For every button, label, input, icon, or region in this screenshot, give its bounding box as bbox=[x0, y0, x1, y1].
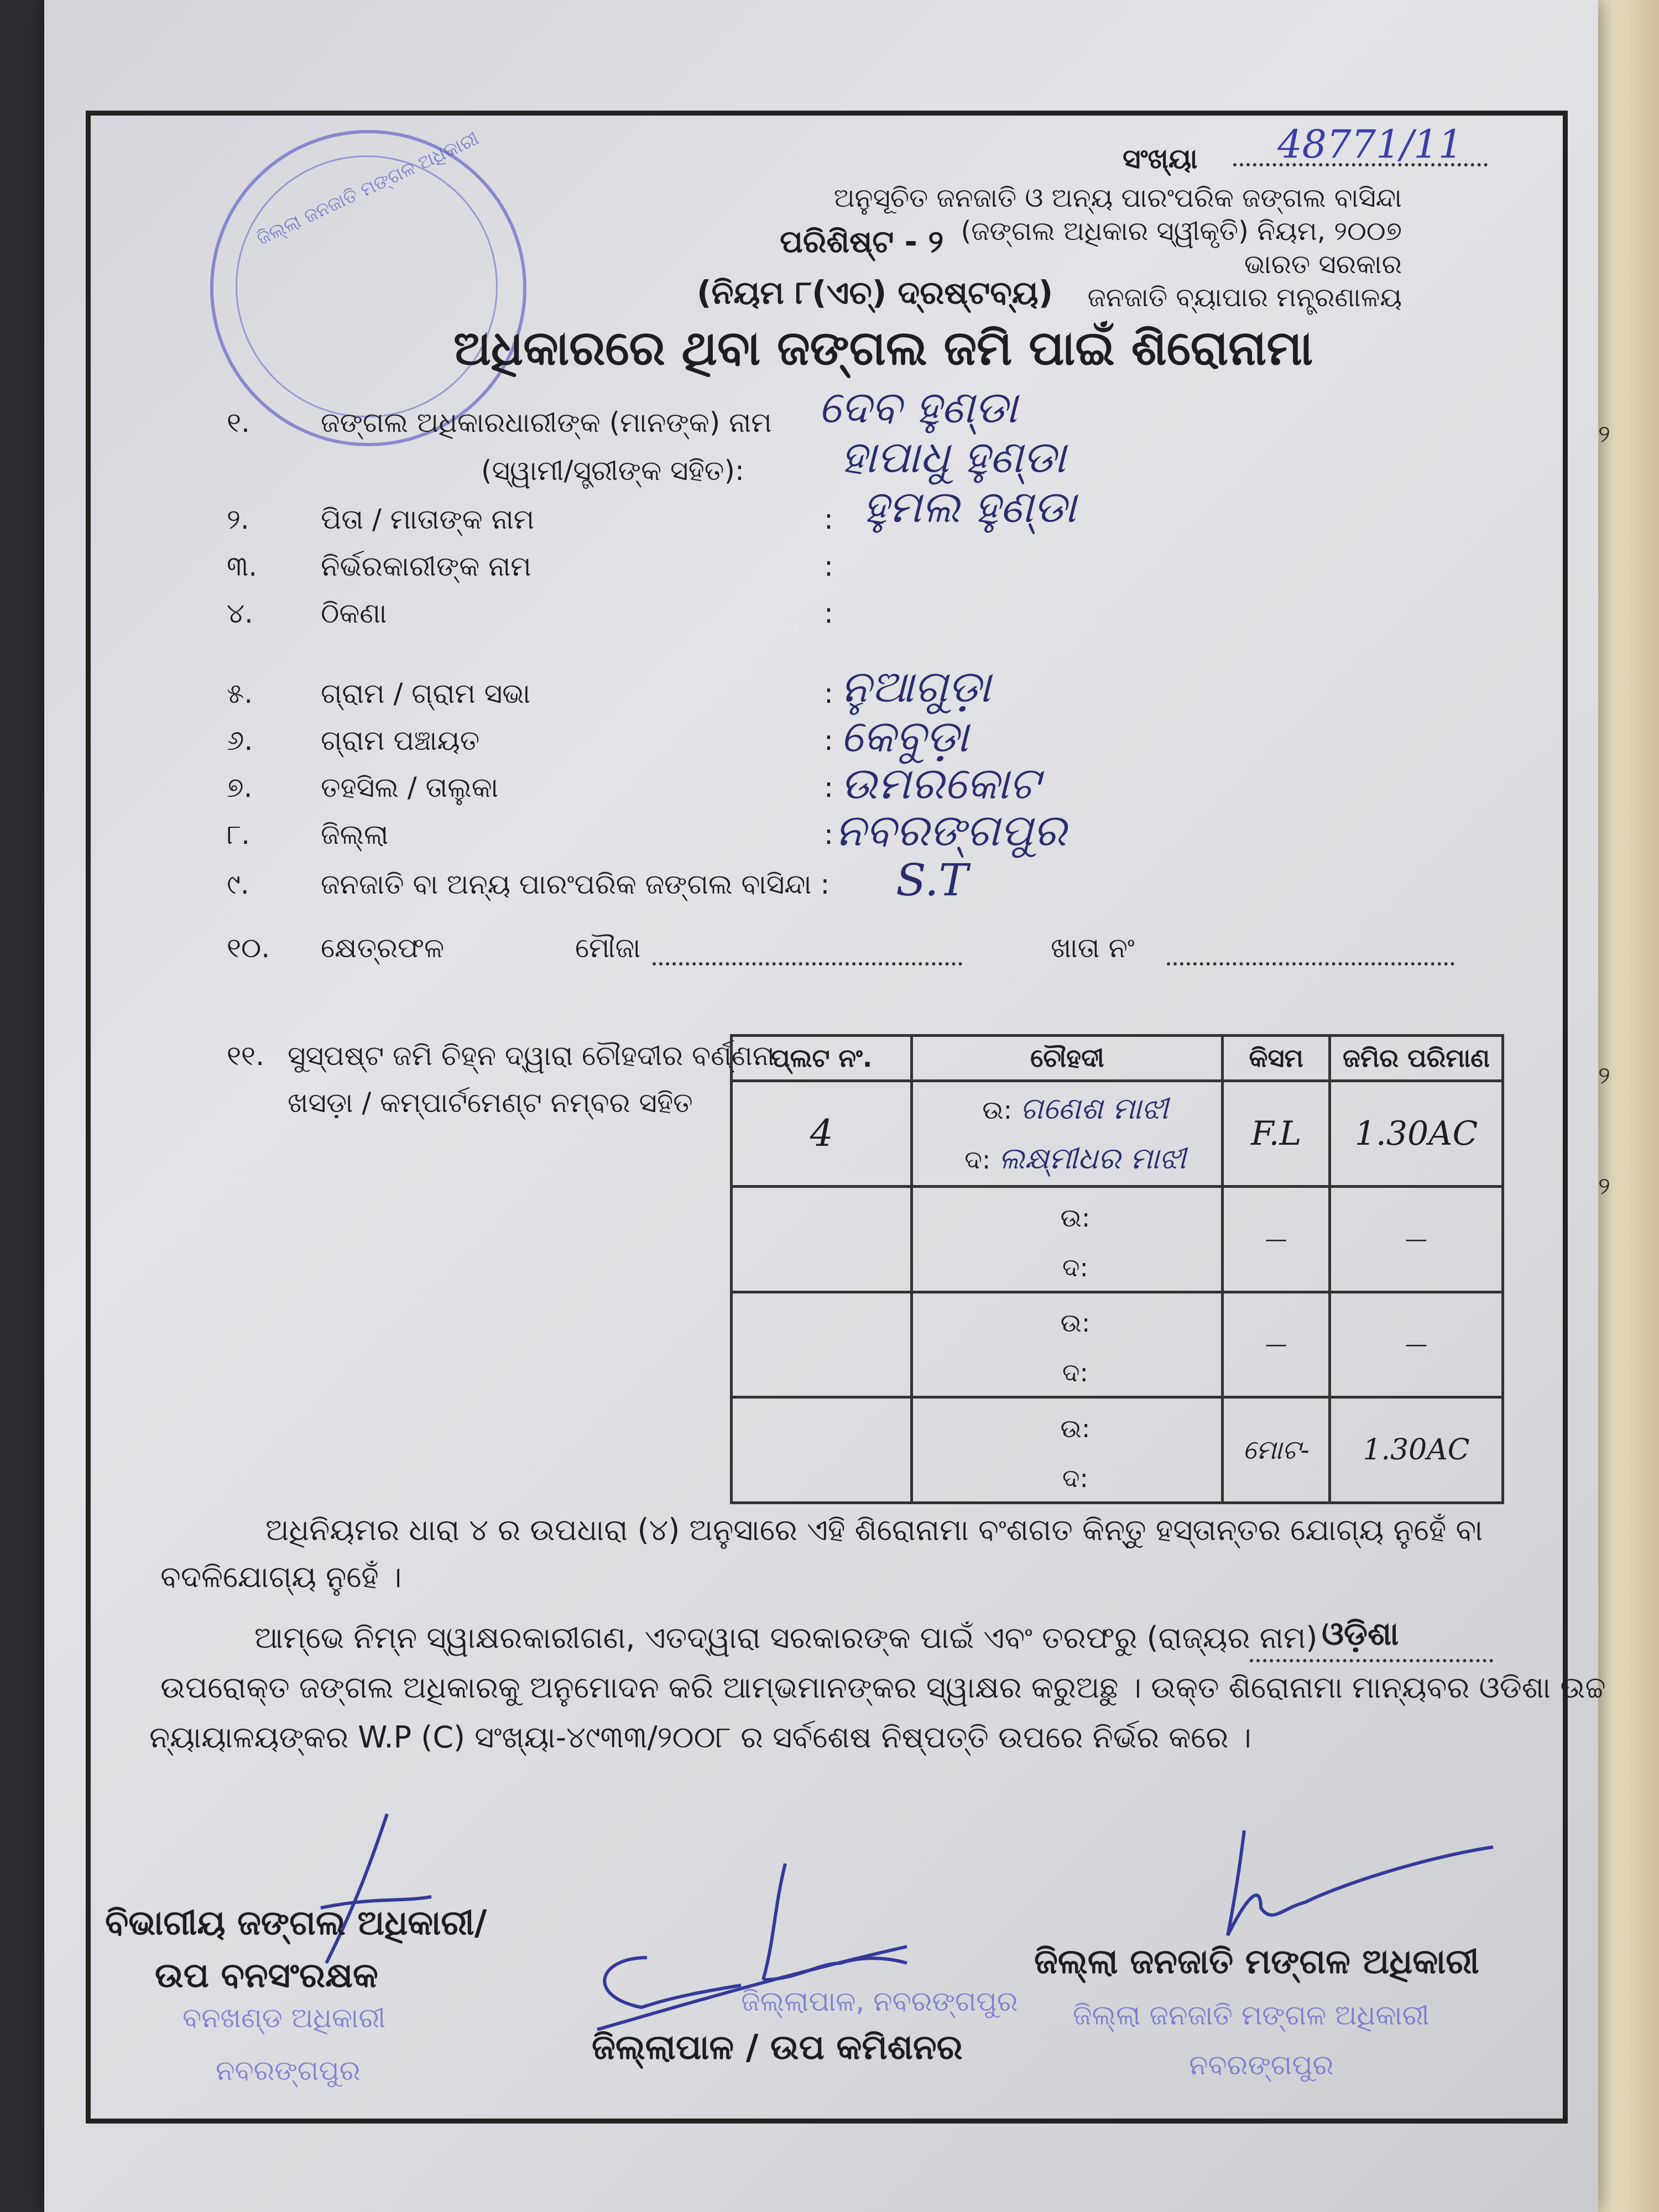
boundary-cell: ଉ: ଦ: bbox=[912, 1397, 1223, 1503]
table-row bbox=[732, 1186, 1503, 1292]
ministry-line: ଭାରତ ସରକାର bbox=[1244, 249, 1402, 280]
field-value-tehsil: ଉମରକୋଟ bbox=[841, 758, 1040, 809]
field-number: ୫. bbox=[227, 677, 253, 709]
field-number: ୮. bbox=[227, 818, 250, 851]
table-header-row bbox=[732, 1036, 1503, 1081]
paragraph-line: ଉପରୋକ୍ତ ଜଙ୍ଗଲ ଅଧିକାରକୁ ଅନୁମୋଦନ କରି ଆମ୍ଭମାନଙ୍କର ସ୍ୱାକ୍ଷର କରୁଅଛୁ । ଉକ୍ତ ଶିରୋନାମା ମାନ୍ୟବର ଓଡିଶା ଉଚ୍ଚ bbox=[160, 1670, 1606, 1705]
field-number: ୬. bbox=[227, 724, 253, 757]
boundary-table bbox=[730, 1034, 1504, 1504]
field-number: ୧୧. bbox=[227, 1040, 264, 1072]
paragraph-line: ବଦଳିଯୋଗ୍ୟ ନୁହେଁ । bbox=[160, 1559, 402, 1594]
field-label-address: ଠିକଣା bbox=[321, 597, 387, 629]
column-header: ଜମିର ପରିମାଣ bbox=[1330, 1036, 1503, 1081]
title-document: ଜିଲ୍ଲା ଜନଜାତି ମଙ୍ଗଳ ଅଧିକାରୀ ସଂଖ୍ୟା 48771/11 ଅନୁସୂଚିତ ଜନଜାତି ଓ ଅନ୍ୟ ପାରଂପରିକ ଜଙ୍ଗଲ ବାସିନ୍ଦା (ଜଙ୍ଗଲ ଅଧିକାର ସ୍ୱୀକୃତି) ନିୟମ, ୨୦୦୭ ଭାରତ ସରକାର ଜନଜାତି ବ୍ୟାପାର ମନ୍ତ୍ରଣାଳୟ ପରିଶିଷ୍ଟ - ୨ (ନିୟମ ୮(ଏଚ୍) ଦ୍ରଷ୍ଟବ୍ୟ) ଅଧିକାରରେ ଥିବା ଜଙ୍ଗଲ ଜମି ପାଇଁ ଶିରୋନାମା ୧. ଜଙ୍ଗଲ ଅଧିକାରଧାରୀଙ୍କ (ମାନଙ୍କ) ନାମ ଦେବ ହୁଣ୍ଡା (ସ୍ୱାମୀ/ସ୍ତ୍ରୀଙ୍କ ସହିତ): ହାପାଧୁ ହୁଣ୍ଡା ୨. ପିତା / ମାତାଙ୍କ ନାମ : ହୁମଲ ହୁଣ୍ଡା ୩. ନିର୍ଭରକାରୀଙ୍କ ନାମ : ୪. ଠିକଣା : ୫. ଗ୍ରାମ / ଗ୍ରାମ ସଭା : ନୁଆଗୁଡ଼ା ୬. ଗ୍ରାମ ପଞ୍ଚାୟତ : କେବୁଡ଼ା ୭. ତହସିଲ / ତାଲୁକା : ଉମରକୋଟ ୮. ଜିଲ୍ଲା : ନବରଙ୍ଗପୁର ୯. ଜନଜାତି ବା ଅନ୍ୟ ପାରଂପରିକ ଜଙ୍ଗଲ ବାସିନ୍ଦା : S.T ୧୦. କ୍ଷେତ୍ରଫଳ ମୌଜା ଖାତା ନଂ ୧୧. ସୁସ୍ପଷ୍ଟ ଜମି ଚିହ୍ନ ଦ୍ୱାରା ଚୌହଦୀର ବର୍ଣ୍ଣନା ଖସଡ଼ା / କମ୍ପାର୍ଟମେଣ୍ଟ ନମ୍ବର ସହିତ ପ୍ଲଟ ନଂ. ଚୌହଦୀ କିସମ ଜମିର ପରିମାଣ 4 ଉ: ଗଣେଶ ମାଝୀ ଦ: ଲକ୍ଷ୍ମୀଧର ମାଝୀ F.L 1.30AC ଉ: ଦ: — — ଉ: ଦ: — — ଉ: ଦ: ମୋଟ- 1.30AC ଅଧିନିୟମର ଧାରା ୪ ର ଉପଧାରା (୪) ଅନୁସାରେ ଏହି ଶିରୋନାମା ବଂଶଗତ କିନ୍ତୁ ହସ୍ତାନ୍ତର ଯୋଗ୍ୟ ନୁହେଁ ବା ବଦଳିଯୋଗ୍ୟ ନୁହେଁ । ଆମ୍ଭେ ନିମ୍ନ ସ୍ୱାକ୍ଷରକାରୀଗଣ, ଏତଦ୍ୱାରା ସରକାରଙ୍କ ପାଇଁ ଏବଂ ତରଫରୁ (ରାଜ୍ୟର ନାମ) ଓଡ଼ିଶା ଉପରୋକ୍ତ ଜଙ୍ଗଲ ଅଧିକାରକୁ ଅନୁମୋଦନ କରି ଆମ୍ଭମାନଙ୍କର ସ୍ୱାକ୍ଷର କରୁଅଛୁ । ଉକ୍ତ ଶିରୋନାମା ମାନ୍ୟବର ଓଡିଶା ଉଚ୍ଚ ନ୍ୟାୟାଳୟଙ୍କର W.P (C) ସଂଖ୍ୟା-୪୯୩୩/୨୦୦୮ ର ସର୍ବଶେଷ ନିଷ୍ପତ୍ତି ଉପରେ ନିର୍ଭର କରେ । ବିଭାଗୀୟ ଜଙ୍ଗଲ ଅଧିକାରୀ/ ଉପ ବନସଂରକ୍ଷକ ବନଖଣ୍ଡ ଅଧିକାରୀ ନବରଙ୍ଗପୁର ଜିଲ୍ଲାପାଳ, ନବରଙ୍ଗପୁର ଜିଲ୍ଲାପାଳ / ଉପ କମିଶନର ଜିଲ୍ଲା ଜନଜାତି ମଙ୍ଗଳ ଅଧିକାରୀ ଜିଲ୍ଲା ଜନଜାତି ମଙ୍ଗଳ ଅଧିକାରୀ ନବରଙ୍ଗପୁର bbox=[44, 0, 1598, 2212]
paragraph-line: ଅଧିନିୟମର ଧାରା ୪ ର ଉପଧାରା (୪) ଅନୁସାରେ ଏହି ଶିରୋନାମା ବଂଶଗତ କିନ୍ତୁ ହସ୍ତାନ୍ତର ଯୋଗ୍ୟ ନୁହେଁ ବା bbox=[265, 1512, 1483, 1547]
field-label-tribe: ଜନଜାତି ବା ଅନ୍ୟ ପାରଂପରିକ ଜଙ୍ଗଲ ବାସିନ୍ଦା : bbox=[321, 868, 830, 900]
forest-officer-title: ବିଭାଗୀୟ ଜଙ୍ଗଲ ଅଧିକାରୀ/ bbox=[105, 1902, 487, 1943]
paragraph-line: ଆମ୍ଭେ ନିମ୍ନ ସ୍ୱାକ୍ଷରକାରୀଗଣ, ଏତଦ୍ୱାରା ସରକାରଙ୍କ ପାଇଁ ଏବଂ ତରଫରୁ (ରାଜ୍ୟର ନାମ) bbox=[254, 1620, 1318, 1655]
collector-title: ଜିଲ୍ଲାପାଳ / ଉପ କମିଶନର bbox=[592, 2027, 963, 2067]
paragraph-line: ନ୍ୟାୟାଳୟଙ୍କର W.P (C) ସଂଖ୍ୟା-୪୯୩୩/୨୦୦୮ ର ସର୍ବଶେଷ ନିଷ୍ପତ୍ତି ଉପରେ ନିର୍ଭର କରେ । bbox=[149, 1720, 1251, 1755]
field-label-spouse: (ସ୍ୱାମୀ/ସ୍ତ୍ରୀଙ୍କ ସହିତ): bbox=[481, 455, 744, 487]
field-number: ୭. bbox=[227, 771, 253, 804]
state-name: ଓଡ଼ିଶା bbox=[1322, 1615, 1399, 1652]
field-label-dependents: ନିର୍ଭରକାରୀଙ୍କ ନାମ bbox=[321, 550, 531, 582]
boundary-cell: ଉ: ଗଣେଶ ମାଝୀ ଦ: ଲକ୍ଷ୍ମୀଧର ମାଝୀ bbox=[912, 1081, 1223, 1187]
table-row bbox=[732, 1292, 1503, 1397]
field-number: ୩. bbox=[227, 550, 258, 582]
collector-stamp: ଜିଲ୍ଲାପାଳ, ନବରଙ୍ଗପୁର bbox=[741, 1985, 1018, 2017]
field-value-district: ନବରଙ୍ଗପୁର bbox=[835, 805, 1067, 856]
background-fragment: ୨ bbox=[1598, 1062, 1610, 1090]
total-label: ମୋଟ- bbox=[1223, 1397, 1330, 1503]
field-value-parent: ହୁମଲ ହୁଣ୍ଡା bbox=[863, 481, 1077, 533]
welfare-officer-title: ଜିଲ୍ଲା ଜନଜାତି ମଙ୍ଗଳ ଅଧିକାରୀ bbox=[1034, 1941, 1479, 1981]
field-label-panchayat: ଗ୍ରାମ ପଞ୍ଚାୟତ bbox=[321, 724, 480, 757]
field-number: ୯. bbox=[227, 868, 249, 900]
ministry-line: ଜନଜାତି ବ୍ୟାପାର ମନ୍ତ୍ରଣାଳୟ bbox=[1087, 282, 1402, 313]
field-value-village: ନୁଆଗୁଡ଼ା bbox=[841, 661, 991, 712]
boundary-cell: ଉ: ଦ: bbox=[912, 1292, 1223, 1397]
field-number: ୧୦. bbox=[227, 932, 270, 964]
office-seal-stamp: ଜିଲ୍ଲା ଜନଜାତି ମଙ୍ଗଳ ଅଧିକାରୀ bbox=[210, 130, 526, 446]
background-fragment: ୨ bbox=[1598, 420, 1610, 448]
north-boundary: ଗଣେଶ ମାଝୀ bbox=[1020, 1091, 1168, 1126]
document-title: ଅଧିକାରରେ ଥିବା ଜଙ୍ଗଲ ଜମି ପାଇଁ ଶିରୋନାମା bbox=[453, 321, 1313, 376]
column-header: ପ୍ଲଟ ନଂ. bbox=[732, 1036, 912, 1081]
field-label-area: କ୍ଷେତ୍ରଫଳ bbox=[321, 932, 445, 964]
field-label-parent: ପିତା / ମାତାଙ୍କ ନାମ bbox=[321, 503, 535, 535]
field-value-panchayat: କେବୁଡ଼ା bbox=[841, 711, 969, 762]
field-number: ୪. bbox=[227, 597, 253, 629]
total-area: 1.30AC bbox=[1330, 1397, 1503, 1503]
welfare-officer-stamp: ଜିଲ୍ଲା ଜନଜାତି ମଙ୍ଗଳ ଅଧିକାରୀ bbox=[1073, 1999, 1430, 2031]
khata-dotted-line bbox=[1167, 940, 1454, 966]
field-label-village: ଗ୍ରାମ / ଗ୍ରାମ ସଭା bbox=[321, 677, 530, 709]
land-type: — bbox=[1223, 1292, 1330, 1397]
forest-officer-stamp: ବନଖଣ୍ଡ ଅଧିକାରୀ bbox=[182, 2002, 386, 2034]
background-fragment: ୨ bbox=[1598, 1172, 1610, 1201]
serial-label: ସଂଖ୍ୟା bbox=[1123, 143, 1198, 175]
field-label-district: ଜିଲ୍ଲା bbox=[321, 818, 389, 851]
serial-number: 48771/11 bbox=[1277, 122, 1463, 167]
field-label-tehsil: ତହସିଲ / ତାଲୁକା bbox=[321, 771, 499, 804]
forest-officer-stamp: ନବରଙ୍ଗପୁର bbox=[216, 2054, 361, 2086]
field-value-spouse: ହାପାଧୁ ହୁଣ୍ଡା bbox=[841, 431, 1066, 483]
column-header: ଚୌହଦୀ bbox=[912, 1036, 1223, 1081]
ministry-line: (ଜଙ୍ଗଲ ଅଧିକାର ସ୍ୱୀକୃତି) ନିୟମ, ୨୦୦୭ bbox=[961, 216, 1402, 247]
boundary-label: ଖସଡ଼ା / କମ୍ପାର୍ଟମେଣ୍ଟ ନମ୍ବର ସହିତ bbox=[288, 1087, 693, 1119]
plot-number: 4 bbox=[732, 1081, 912, 1187]
table-row bbox=[732, 1397, 1503, 1503]
table-row bbox=[732, 1081, 1503, 1187]
land-area: — bbox=[1330, 1292, 1503, 1397]
field-number: ୧. bbox=[227, 406, 250, 439]
column-header: କିସମ bbox=[1223, 1036, 1330, 1081]
land-area: — bbox=[1330, 1186, 1503, 1292]
mouza-dotted-line bbox=[653, 940, 962, 966]
forest-officer-title: ଉପ ବନସଂରକ୍ଷକ bbox=[155, 1955, 378, 1995]
khata-label: ଖାତା ନଂ bbox=[1051, 932, 1135, 964]
ministry-line: ଅନୁସୂଚିତ ଜନଜାତି ଓ ଅନ୍ୟ ପାରଂପରିକ ଜଙ୍ଗଲ ବାସିନ୍ଦା bbox=[833, 182, 1402, 213]
field-value-holder-name: ଦେବ ହୁଣ୍ଡା bbox=[818, 382, 1018, 433]
welfare-officer-stamp: ନବରଙ୍ଗପୁର bbox=[1189, 2049, 1334, 2081]
land-area: 1.30AC bbox=[1330, 1081, 1503, 1187]
boundary-cell: ଉ: ଦ: bbox=[912, 1186, 1223, 1292]
rule-reference: (ନିୟମ ୮(ଏଚ୍) ଦ୍ରଷ୍ଟବ୍ୟ) bbox=[697, 274, 1053, 311]
land-type: F.L bbox=[1223, 1081, 1330, 1187]
field-value-tribe: S.T bbox=[896, 854, 968, 906]
field-label-holder-name: ଜଙ୍ଗଲ ଅଧିକାରଧାରୀଙ୍କ (ମାନଙ୍କ) ନାମ bbox=[321, 406, 772, 439]
land-type: — bbox=[1223, 1186, 1330, 1292]
south-boundary: ଲକ୍ଷ୍ମୀଧର ମାଝୀ bbox=[999, 1140, 1186, 1176]
appendix-label: ପରିଶିଷ୍ଟ - ୨ bbox=[780, 224, 944, 260]
field-number: ୨. bbox=[227, 503, 249, 535]
mouza-label: ମୌଜା bbox=[575, 932, 641, 964]
boundary-label: ସୁସ୍ପଷ୍ଟ ଜମି ଚିହ୍ନ ଦ୍ୱାରା ଚୌହଦୀର ବର୍ଣ୍ଣନା bbox=[288, 1040, 775, 1072]
